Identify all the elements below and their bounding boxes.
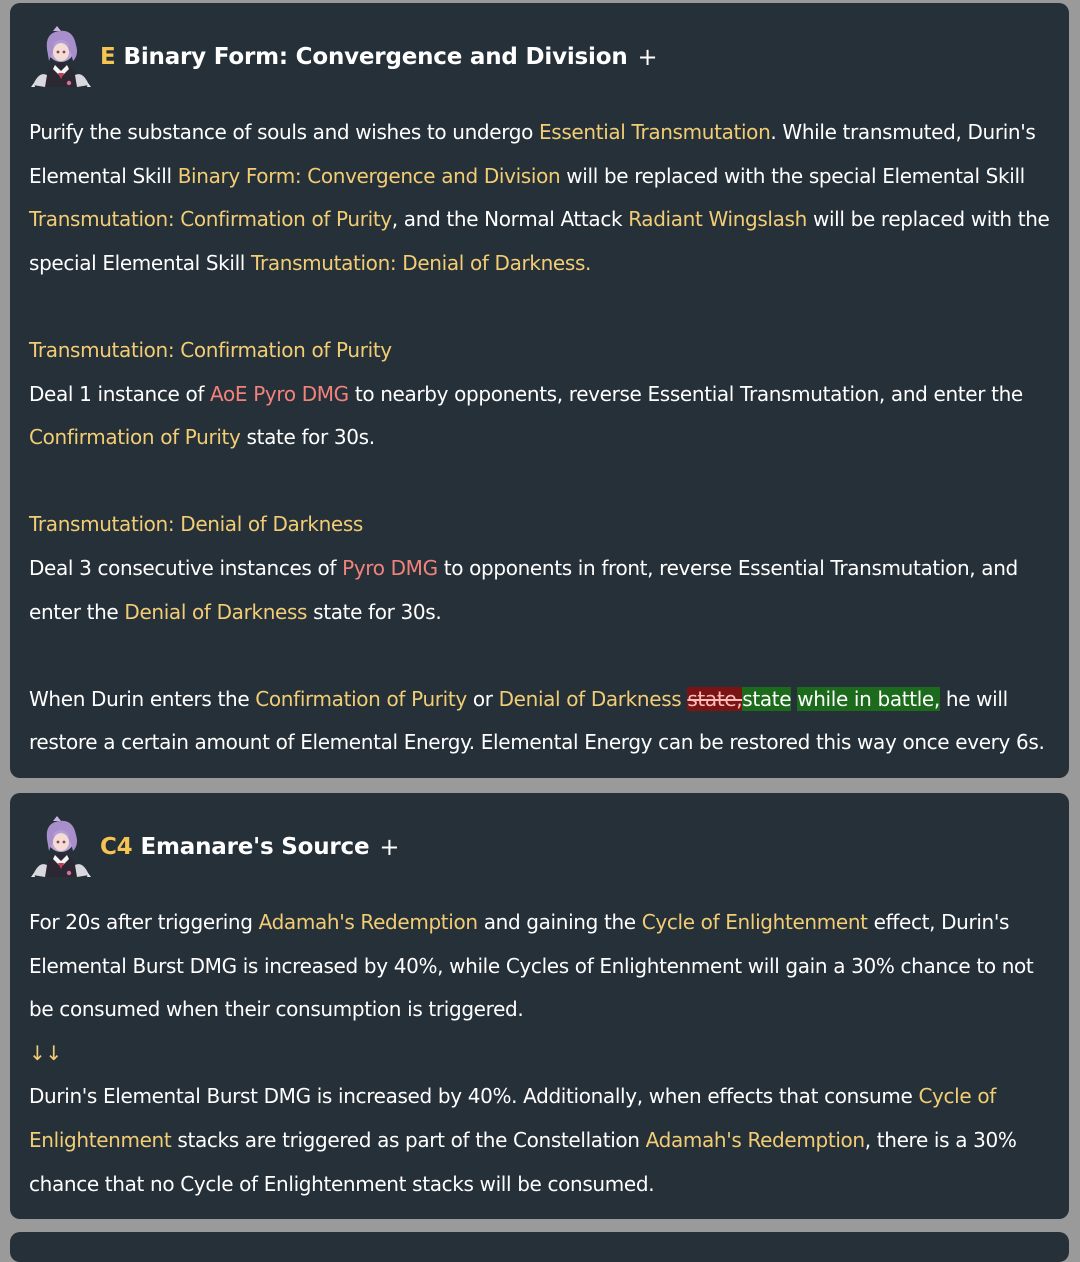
ability-card-e <box>10 3 1069 778</box>
keyword: Denial of Darkness <box>498 686 682 711</box>
title-name: Binary Form: Convergence and Division <box>123 44 628 70</box>
text: , there is a 30% chance that no Cycle of Enlightenment stacks will be consumed. <box>29 1127 1017 1196</box>
text: he will restore a certain amount of Elemental Energy. Elemental Energy can be restored this way once every 6s. <box>29 686 1045 755</box>
spacer <box>29 285 1050 329</box>
purity-paragraph <box>29 373 1050 460</box>
keyword: Adamah's Redemption <box>645 1127 865 1152</box>
card-title <box>100 43 657 71</box>
title-prefix: C4 <box>100 834 133 860</box>
text: will be replaced with the special Elemental Skill <box>560 163 1025 188</box>
text: or <box>466 686 499 711</box>
keyword: Denial of Darkness <box>124 599 308 624</box>
text: to opponents in front, reverse Essential Transmutation, and enter the <box>29 555 1018 624</box>
keyword: Transmutation: Confirmation of Purity <box>29 207 392 232</box>
next-card-partial <box>10 1232 1069 1262</box>
inserted-text: while in battle, <box>797 686 940 711</box>
text: Deal 3 consecutive instances of <box>29 555 343 580</box>
title-name: Emanare's Source <box>140 834 370 860</box>
text: effect, Durin's Elemental Burst DMG is increased by 40%, while Cycles of Enlightenment will gain a 30% chance to not be consumed when their consumption is triggered. <box>29 910 1034 1022</box>
intro-paragraph <box>29 111 1050 285</box>
ability-card-c4 <box>10 793 1069 1219</box>
deleted-text: state, <box>687 686 743 711</box>
text: stacks are triggered as part of the Constellation <box>171 1127 646 1152</box>
text: Deal 1 instance of <box>29 381 211 406</box>
spacer <box>29 634 1050 678</box>
keyword: Confirmation of Purity <box>29 425 241 450</box>
keyword: Cycle of Enlightenment <box>641 910 868 934</box>
spacer <box>29 460 1050 504</box>
text: to nearby opponents, reverse Essential Transmutation, and enter the <box>348 381 1023 406</box>
durin-avatar-icon <box>29 815 93 879</box>
card-header[interactable] <box>29 793 1050 901</box>
darkness-heading: Transmutation: Denial of Darkness <box>29 512 363 537</box>
keyword: Confirmation of Purity <box>255 686 467 711</box>
text: state for 30s. <box>307 599 442 624</box>
keyword: Cycle of Enlightenment <box>29 1084 996 1152</box>
energy-paragraph <box>29 678 1050 765</box>
card-header[interactable] <box>29 3 1050 111</box>
old-description <box>29 901 1050 1032</box>
keyword: Essential Transmutation <box>539 120 771 144</box>
durin-avatar-icon <box>29 25 93 89</box>
card-title <box>100 833 399 861</box>
text: When Durin enters the <box>29 686 256 711</box>
keyword: Binary Form: Convergence and Division <box>177 163 561 188</box>
text: . <box>585 250 592 275</box>
text: will be replaced with the special Elemental Skill <box>29 207 1050 275</box>
pyro-keyword: Pyro DMG <box>342 555 438 580</box>
pyro-keyword: AoE Pyro DMG <box>210 381 349 406</box>
purity-heading: Transmutation: Confirmation of Purity <box>29 337 392 362</box>
text: Purify the substance of souls and wishes to undergo <box>29 120 539 144</box>
text: and gaining the <box>477 910 642 934</box>
change-arrows: ↓↓ <box>29 1040 62 1065</box>
text: state for 30s. <box>240 425 375 450</box>
keyword: Transmutation: Denial of Darkness <box>251 250 586 275</box>
expand-toggle-button[interactable]: + <box>637 43 658 71</box>
text: For 20s after triggering <box>29 910 259 934</box>
title-prefix: E <box>100 44 116 70</box>
keyword: Radiant Wingslash <box>628 207 807 232</box>
text: , and the Normal Attack <box>391 207 629 232</box>
text: . While transmuted, Durin's Elemental Skill <box>29 120 1036 188</box>
inserted-text: state <box>742 686 792 711</box>
darkness-paragraph <box>29 547 1050 634</box>
expand-toggle-button[interactable]: + <box>379 833 400 861</box>
keyword: Adamah's Redemption <box>258 910 478 934</box>
new-description <box>29 1075 1050 1206</box>
text: Durin's Elemental Burst DMG is increased by 40%. Additionally, when effects that consume <box>29 1084 919 1109</box>
